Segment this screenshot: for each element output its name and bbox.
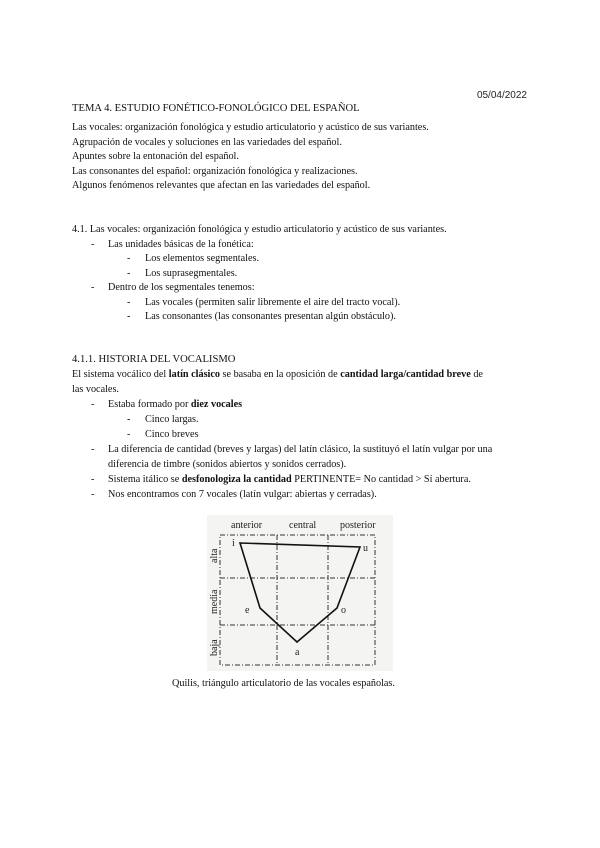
vowel-trapezoid (240, 543, 360, 642)
document-date: 05/04/2022 (476, 90, 527, 101)
bold-text: diez vocales (190, 399, 243, 410)
bullet-item: La diferencia de cantidad (breves y largas) del latín clásico, la sustituyó el latín vulgar por una (108, 444, 493, 455)
bullet-dash: - (91, 489, 95, 500)
section-heading: 4.1.1. HISTORIA DEL VOCALISMO (72, 354, 236, 365)
contents-item: Agrupación de vocales y soluciones en las variedades del español. (72, 136, 342, 148)
bullet-dash: - (127, 267, 131, 279)
bullet-dash: - (127, 296, 131, 308)
sub-bullet-item: Los elementos segmentales. (145, 253, 260, 264)
sub-bullet-item: Cinco largas. (145, 414, 199, 425)
figure-caption: Quilis, triángulo articulatorio de las vocales españolas. (172, 678, 395, 689)
text: de (470, 369, 483, 380)
text: Estaba formado por (108, 399, 191, 410)
contents-item: Algunos fenómenos relevantes que afectan en las variedades del español. (72, 180, 371, 191)
row-label: media (209, 589, 220, 614)
bullet-item-continued: diferencia de timbre (sonidos abiertos y sonidos cerrados). (108, 459, 347, 470)
text: se basaba en la oposición de (219, 369, 341, 380)
vowel-label: i (232, 538, 235, 549)
vowel-label: u (363, 543, 368, 554)
bullet-dash: - (91, 238, 95, 250)
contents-item: Las consonantes del español: organización fonológica y realizaciones. (72, 165, 358, 177)
bullet-dash: - (91, 282, 95, 293)
bullet-item: Nos encontramos con 7 vocales (latín vulgar: abiertas y cerradas). (108, 489, 377, 500)
sub-bullet-item: Las vocales (permiten salir libremente el aire del tracto vocal). (145, 296, 401, 308)
col-label: anterior (231, 520, 263, 531)
sub-bullet-item: Los suprasegmentales. (145, 267, 238, 279)
text: Sistema itálico se (108, 474, 182, 485)
section-heading: 4.1. Las vocales: organización fonológica y estudio articulatorio y acústico de sus variantes. (72, 224, 447, 235)
paragraph-line (72, 368, 483, 381)
bullet-dash: - (127, 253, 131, 264)
bullet-dash: - (91, 474, 95, 485)
col-label: central (289, 520, 317, 531)
bullet-item (108, 398, 242, 411)
vowel-label: o (341, 605, 346, 616)
text: PERTINENTE= No cantidad > Sí abertura. (291, 474, 471, 485)
col-label: posterior (340, 520, 376, 531)
vowel-label: e (245, 605, 250, 616)
text: El sistema vocálico del (72, 369, 169, 380)
bullet-dash: - (91, 399, 95, 410)
bullet-dash: - (91, 444, 95, 455)
vowel-label: a (295, 647, 300, 658)
contents-item: Apuntes sobre la entonación del español. (72, 151, 239, 162)
bullet-item: Las unidades básicas de la fonética: (108, 238, 254, 250)
bullet-dash: - (127, 414, 131, 425)
bullet-item (108, 473, 471, 486)
sub-bullet-item: Las consonantes (las consonantes presentan algún obstáculo). (145, 311, 396, 322)
bold-text: cantidad larga/cantidad breve (340, 369, 471, 380)
bullet-dash: - (127, 311, 131, 322)
row-label: baja (209, 639, 220, 656)
row-label: alta (209, 548, 220, 563)
bold-text: latín clásico (168, 369, 220, 380)
paragraph-line: las vocales. (72, 384, 119, 395)
contents-item: Las vocales: organización fonológica y estudio articulatorio y acústico de sus variantes. (72, 122, 429, 133)
vowel-triangle-figure (207, 515, 393, 671)
document-title: TEMA 4. ESTUDIO FONÉTICO-FONOLÓGICO DEL ESPAÑOL (72, 103, 360, 114)
bullet-item: Dentro de los segmentales tenemos: (108, 282, 255, 293)
bold-text: desfonologiza la cantidad (181, 474, 292, 485)
bullet-dash: - (127, 429, 131, 440)
sub-bullet-item: Cinco breves (145, 429, 199, 440)
